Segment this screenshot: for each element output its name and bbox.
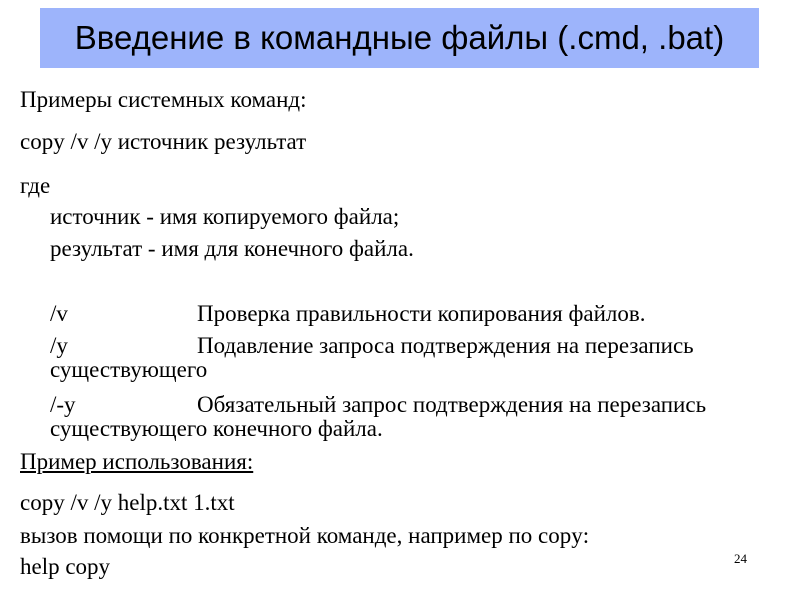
- switch-row-y: [50, 333, 694, 358]
- where-label: где: [20, 173, 51, 198]
- intro-text: Примеры системных команд:: [20, 87, 307, 112]
- param-source: источник - имя копируемого файла;: [50, 204, 400, 229]
- switch-row-minus-y: [50, 392, 707, 417]
- switch-desc-continued: существующего конечного файла.: [50, 416, 383, 441]
- switch-row-v: [50, 301, 646, 326]
- slide-title: Введение в командные файлы (.cmd, .bat): [74, 19, 725, 56]
- slide-title-bar: [40, 8, 759, 68]
- switch-key: /v: [50, 301, 68, 326]
- help-description: вызов помощи по конкретной команде, например по copy:: [20, 523, 590, 548]
- switch-desc: Проверка правильности копирования файлов.: [197, 301, 646, 326]
- switch-desc: Обязательный запрос подтверждения на перезапись: [197, 392, 707, 417]
- switch-key: /y: [50, 333, 68, 358]
- param-result: результат - имя для конечного файла.: [50, 236, 414, 261]
- syntax-line: copy /v /y источник результат: [20, 129, 307, 154]
- help-command: help copy: [20, 554, 111, 579]
- switch-desc-continued: существующего: [50, 357, 208, 382]
- page-number: 24: [734, 551, 747, 566]
- example-command: copy /v /y help.txt 1.txt: [20, 490, 235, 515]
- switch-key: /-y: [50, 392, 76, 417]
- switch-desc: Подавление запроса подтверждения на перезапись: [197, 333, 694, 358]
- example-heading: Пример использования:: [20, 449, 254, 474]
